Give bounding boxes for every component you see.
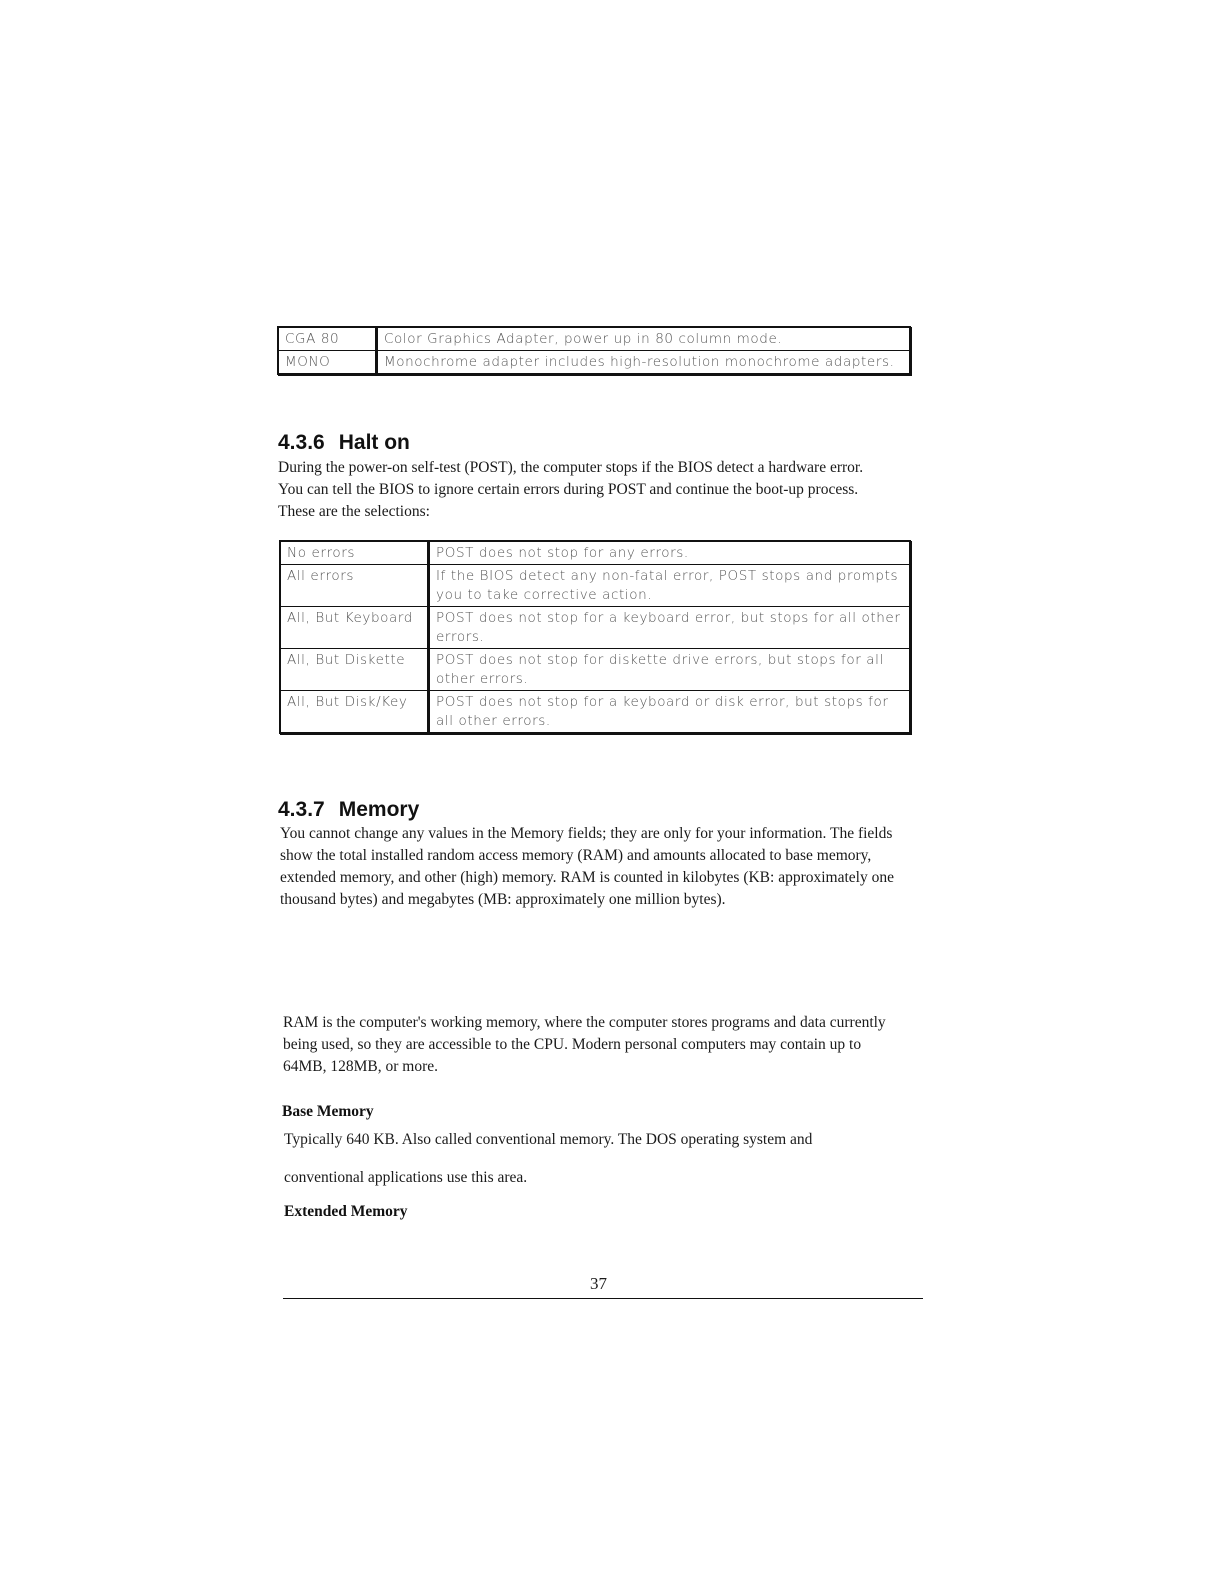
video-type-table xyxy=(277,326,911,375)
table-key-cell: All, But Disk/Key xyxy=(280,691,429,734)
table-row xyxy=(278,351,910,375)
section-heading-memory xyxy=(278,798,419,822)
table-key-cell: CGA 80 xyxy=(278,327,377,351)
table-row xyxy=(278,327,910,351)
footer-rule xyxy=(283,1298,923,1299)
table-key-cell: All errors xyxy=(280,565,429,607)
ram-description: RAM is the computer's working memory, where the computer stores programs and data currently being used, so they are accessible to the CPU. Modern personal computers may contain up to 64MB, 128MB, or more. xyxy=(283,1014,886,1075)
table-row xyxy=(280,691,910,734)
table-desc-cell: If the BIOS detect any non-fatal error, POST stops and prompts you to take corrective action. xyxy=(429,565,911,607)
memory-description: You cannot change any values in the Memory fields; they are only for your information. The fields show the total installed random access memory (RAM) and amounts allocated to base memory, extended memory, and other (high) memory. RAM is counted in kilobytes (KB: approximately one thousand bytes) and megabytes (MB: approximately one million bytes). xyxy=(280,825,894,908)
table-row xyxy=(280,649,910,691)
table-desc-cell: POST does not stop for any errors. xyxy=(429,541,911,565)
table-desc-cell: Color Graphics Adapter, power up in 80 column mode. xyxy=(377,327,911,351)
table-key-cell: All, But Diskette xyxy=(280,649,429,691)
table-row xyxy=(280,565,910,607)
halt-on-description: During the power-on self-test (POST), the computer stops if the BIOS detect a hardware error. You can tell the BIOS to ignore certain errors during POST and continue the boot-up process. These are the selections: xyxy=(278,459,864,520)
table-row xyxy=(280,541,910,565)
table-row xyxy=(280,607,910,649)
section-heading-halt-on xyxy=(278,431,410,455)
table-key-cell: MONO xyxy=(278,351,377,375)
base-memory-line-2: conventional applications use this area. xyxy=(284,1169,528,1186)
extended-memory-heading: Extended Memory xyxy=(284,1203,408,1220)
halt-on-table xyxy=(279,540,911,734)
base-memory-heading: Base Memory xyxy=(282,1103,374,1120)
table-desc-cell: POST does not stop for diskette drive errors, but stops for all other errors. xyxy=(429,649,911,691)
base-memory-line-1: Typically 640 KB. Also called conventional memory. The DOS operating system and xyxy=(284,1131,813,1148)
page-number: 37 xyxy=(590,1274,607,1293)
table-key-cell: No errors xyxy=(280,541,429,565)
table-desc-cell: POST does not stop for a keyboard or disk error, but stops for all other errors. xyxy=(429,691,911,734)
section-number: 4.3.7 xyxy=(278,798,325,821)
table-desc-cell: POST does not stop for a keyboard error, but stops for all other errors. xyxy=(429,607,911,649)
section-number: 4.3.6 xyxy=(278,431,325,454)
table-key-cell: All, But Keyboard xyxy=(280,607,429,649)
section-title: Halt on xyxy=(338,431,410,454)
section-title: Memory xyxy=(338,798,420,821)
table-desc-cell: Monochrome adapter includes high-resolution monochrome adapters. xyxy=(377,351,911,375)
